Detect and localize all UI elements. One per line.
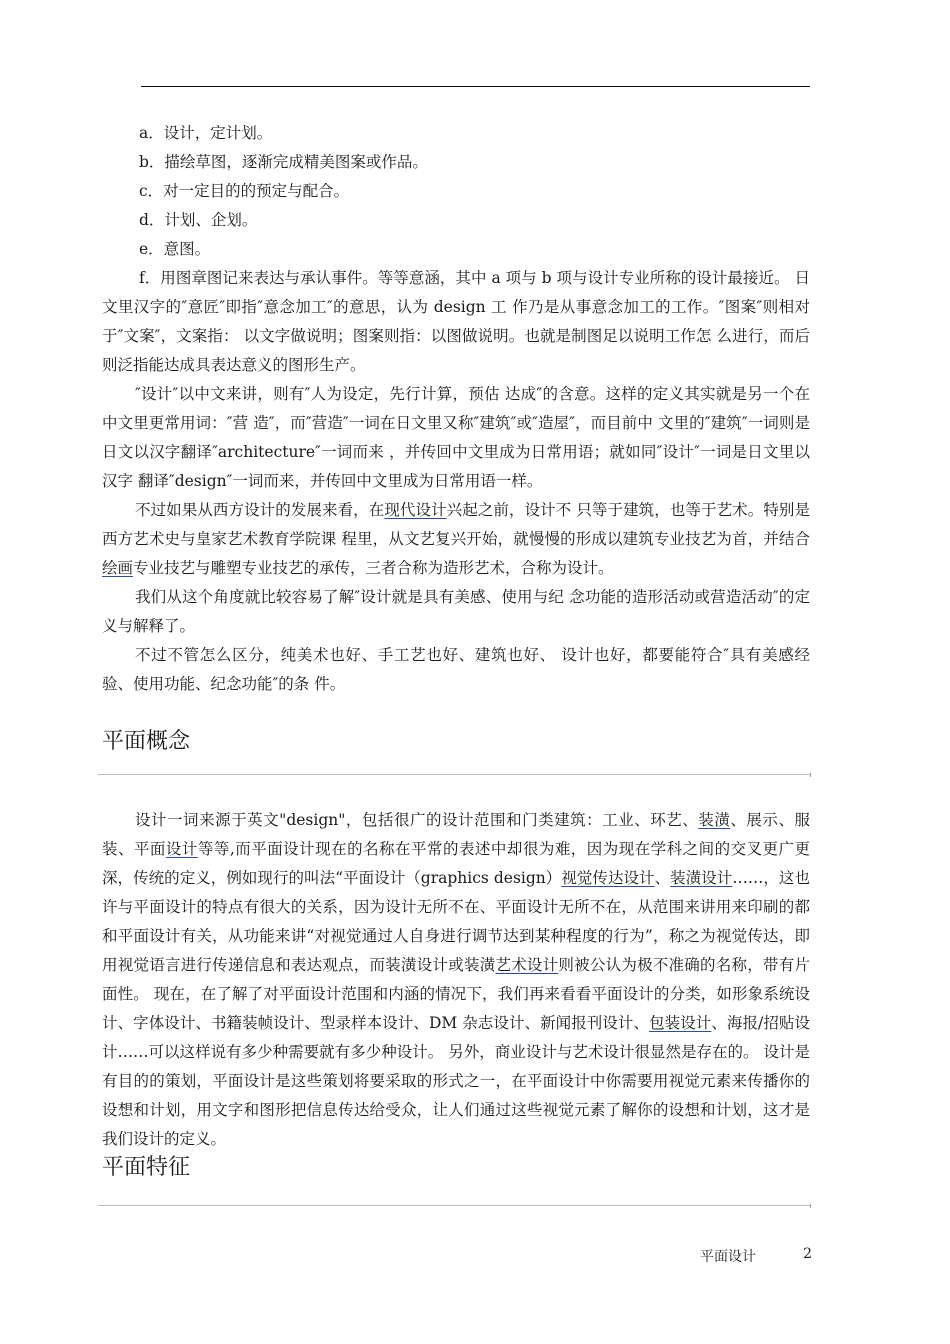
list-item-f: f．用图章图记来表达与承认事件。等等意涵，其中 a 项与 b 项与设计专业所称的设计最接近。 日文里汉字的″意匠″即指″意念加工″的意思，认为 design 工 作乃是从事意念加工的工作。″图案″则相对于″文案″，文案指： 以文字做说明；图案则指：以图做说明。也就是制图足以说明工作怎 么进行，而后则泛指能达成具表达意义的图形生产。 [102, 269, 810, 374]
link-decoration[interactable]: 装潢 [698, 811, 731, 829]
link-painting[interactable]: 绘画 [102, 559, 134, 577]
section-concept-body [102, 806, 810, 1154]
section-title-graphic-features: 平面特征 [102, 1155, 191, 1180]
paragraph-text: 不过如果从西方设计的发展来看，在 [135, 501, 385, 519]
list-item-a: a．设计，定计划。 [139, 124, 273, 142]
link-design[interactable]: 设计 [165, 840, 198, 858]
paragraph-text: ……，这也许与平面设计的特点有很大的关系，因为设计无所不在、平面设计无所不在，从范围来讲用来印刷的都和平面设计有关，从功能来讲“对视觉通过人自身进行调节达到某种程度的行为”，称之为视觉传达，即用视觉语言进行传递信息和表达观点，而装潢设计或装潢 [102, 869, 810, 974]
list-item-b: b．描绘草图，逐渐完成精美图案或作品。 [139, 153, 428, 171]
link-art-design[interactable]: 艺术设计 [495, 956, 559, 974]
paragraph-text: 、海报/招贴设计……可以这样说有多少种需要就有多少种设计。 另外，商业设计与艺术设计很显然是存在的。 设计是有目的的策划，平面设计是这些策划将要采取的形式之一，在平面设计中你需要用视觉元素来传播你的设想和计划，用文字和图形把信息传达给受众，让人们通过这些视觉元素了解你的设想和计划，这才是我们设计的定义。 [102, 1014, 810, 1148]
section-title-graphic-concept: 平面概念 [102, 729, 191, 754]
paragraph-text: 等等,而平面设计现在的名称在平常的表述中却很为难，因为现在学科之间的交叉更广更深，传统的定义，例如现行的叫法“平面设计（graphics design） [102, 840, 810, 887]
page-number: 2 [803, 1246, 812, 1262]
paragraph-text: 、 [654, 869, 671, 887]
header-rule [141, 86, 810, 87]
paragraph-text: 兴起之前，设计不 只等于建筑，也等于艺术。特别是西方艺术史与皇家艺术教育学院课 程里，从文艺复兴开始，就慢慢的形成以建筑专业技艺为首，并结合 [102, 501, 810, 548]
link-modern-design[interactable]: 现代设计 [384, 501, 447, 519]
section-rule [98, 774, 810, 775]
paragraph-conditions: 不过不管怎么区分，纯美术也好、手工艺也好、建筑也好、 设计也好，都要能符合″具有美感经验、使用功能、纪念功能″的条 件。 [102, 646, 810, 693]
list-item-c: c．对一定目的的预定与配合。 [139, 182, 350, 200]
link-decoration-design[interactable]: 装潢设计 [670, 869, 733, 887]
link-packaging-design[interactable]: 包装设计 [649, 1014, 712, 1032]
list-item-e: e．意图。 [139, 240, 211, 258]
paragraph-text: 设计一词来源于英文"design"，包括很广的设计范围和门类建筑：工业、环艺、 [135, 811, 699, 829]
paragraph-definition: 我们从这个角度就比较容易了解″设计就是具有美感、使用与纪 念功能的造形活动或营造活动″的定义与解释了。 [102, 588, 810, 635]
section-rule [98, 1205, 810, 1206]
page-footer [700, 1246, 812, 1266]
paragraph-design-meaning: ″设计″以中文来讲，则有″人为设定，先行计算，预估 达成″的含意。这样的定义其实就是另一个在中文里更常用词：″营 造″，而″营造″一词在日文里又称″建筑″或″造屋″，而目前中 文里的″建筑″一词则是日文以汉字翻译″architecture″一词而来 ，并传回中文里成为日常用语；就如同″设计″一词是日文里以汉字 翻译″design″一词而来，并传回中文里成为日常用语一样。 [102, 385, 810, 490]
paragraph-text: 、展示、服装、平面 [102, 811, 810, 858]
paragraph-text: 专业技艺与雕塑专业技艺的承传，三者合称为造形艺术，合称为设计。 [133, 559, 614, 577]
paragraph-text: 则被公认为极不准确的名称，带有片面性。 现在，在了解了对平面设计范围和内涵的情况下，我们再来看看平面设计的分类，如形象系统设计、字体设计、书籍装帧设计、型录样本设计、DM 杂志设计、新闻报刊设计、 [102, 956, 810, 1032]
paragraph-graphic-concept [102, 806, 810, 1154]
link-visual-communication-design[interactable]: 视觉传达设计 [561, 869, 655, 887]
list-item-d: d．计划、企划。 [139, 211, 258, 229]
footer-label: 平面设计 [700, 1249, 756, 1265]
paragraph-western-design [102, 496, 810, 583]
upper-text-block [102, 119, 810, 699]
